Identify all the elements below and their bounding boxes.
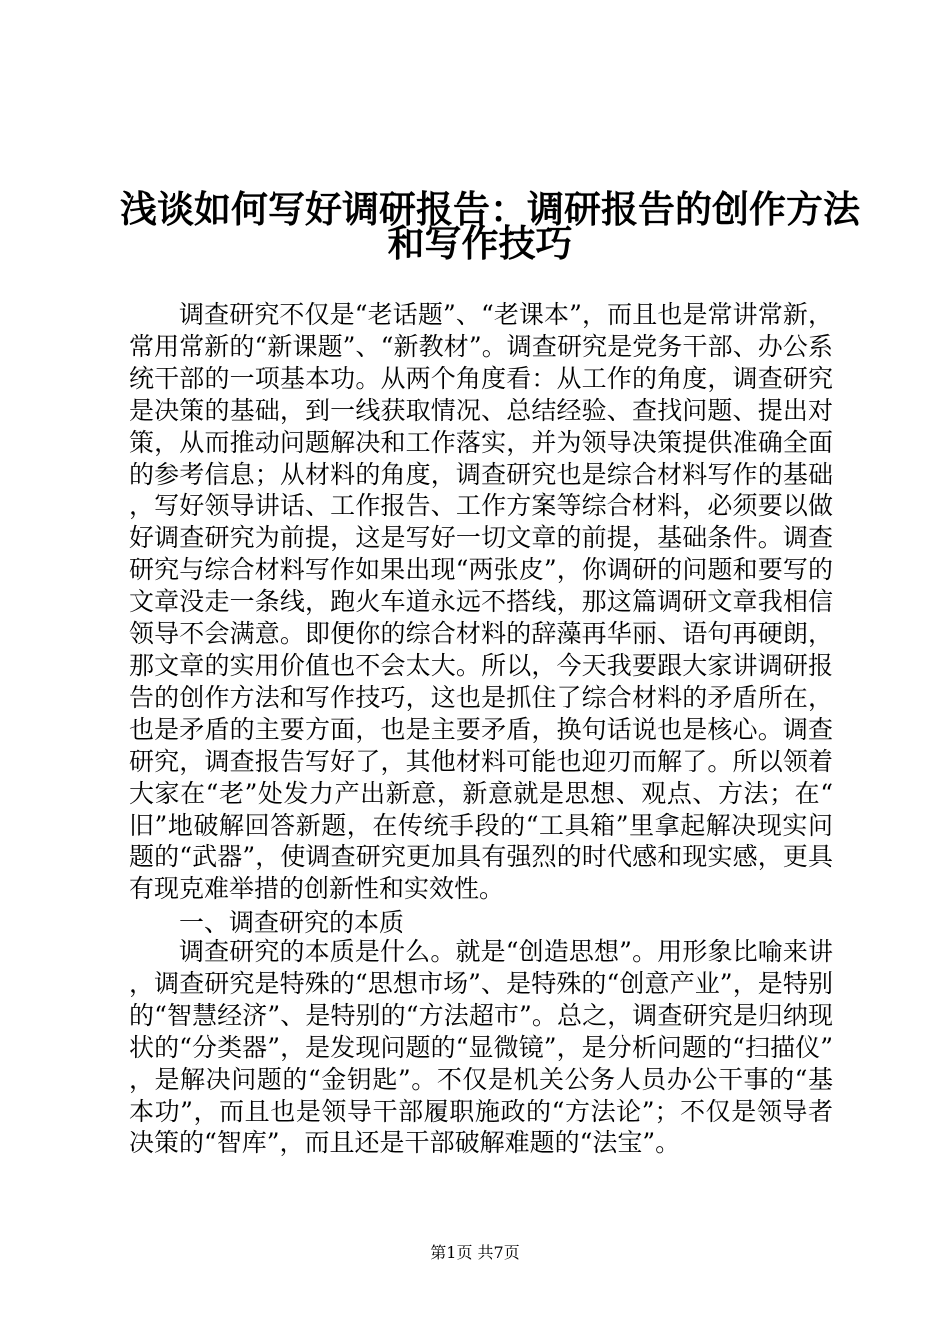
document-title-line1: 浅谈如何写好调研报告：调研报告的创作方法 (120, 187, 860, 231)
document-title-line2: 和写作技巧 (387, 221, 573, 265)
page-footer: 第1页 共7页 (430, 1243, 520, 1262)
body-paragraph-1: 调查研究不仅是“老话题”、“老课本”，而且也是常讲常新，常用常新的“新课题”、“新教材”。调查研究是党务干部、办公系统干部的一项基本功。从两个角度看：从工作的角度，调查研究是决策的基础，到一线获取情况、总结经验、查找问题、提出对策，从而推动问题解决和工作落实，并为领导决策提供准确全面的参考信息；从材料的角度，调查研究也是综合材料写作的基础，写好领导讲话、工作报告、工作方案等综合材料，必须要以做好调查研究为前提，这是写好一切文章的前提，基础条件。调查研究与综合材料写作如果出现“两张皮”，你调研的问题和要写的文章没走一条线，跑火车道永远不搭线，那这篇调研文章我相信领导不会满意。即便你的综合材料的辞藻再华丽、语句再硬朗，那文章的实用价值也不会太大。所以，今天我要跟大家讲调研报告的创作方法和写作技巧，这也是抓住了综合材料的矛盾所在，也是矛盾的主要方面，也是主要矛盾，换句话说也是核心。调查研究，调查报告写好了，其他材料可能也迎刃而解了。所以领着大家在“老”处发力产出新意，新意就是思想、观点、方法；在“旧”地破解回答新题，在传统手段的“工具箱”里拿起解决现实问题的“武器”，使调查研究更加具有强烈的时代感和现实感，更具有现克难举措的创新性和实效性。 (129, 300, 833, 904)
body-paragraph-2: 调查研究的本质是什么。就是“创造思想”。用形象比喻来讲，调查研究是特殊的“思想市场”、是特殊的“创意产业”，是特别的“智慧经济”、是特别的“方法超市”。总之，调查研究是归纳现状的“分类器”，是发现问题的“显微镜”，是分析问题的“扫描仪”，是解决问题的“金钥匙”。不仅是机关公务人员办公干事的“基本功”，而且也是领导干部履职施政的“方法论”；不仅是领导者决策的“智库”，而且还是干部破解难题的“法宝”。 (129, 937, 833, 1158)
section-heading: 一、调查研究的本质 (179, 908, 405, 937)
